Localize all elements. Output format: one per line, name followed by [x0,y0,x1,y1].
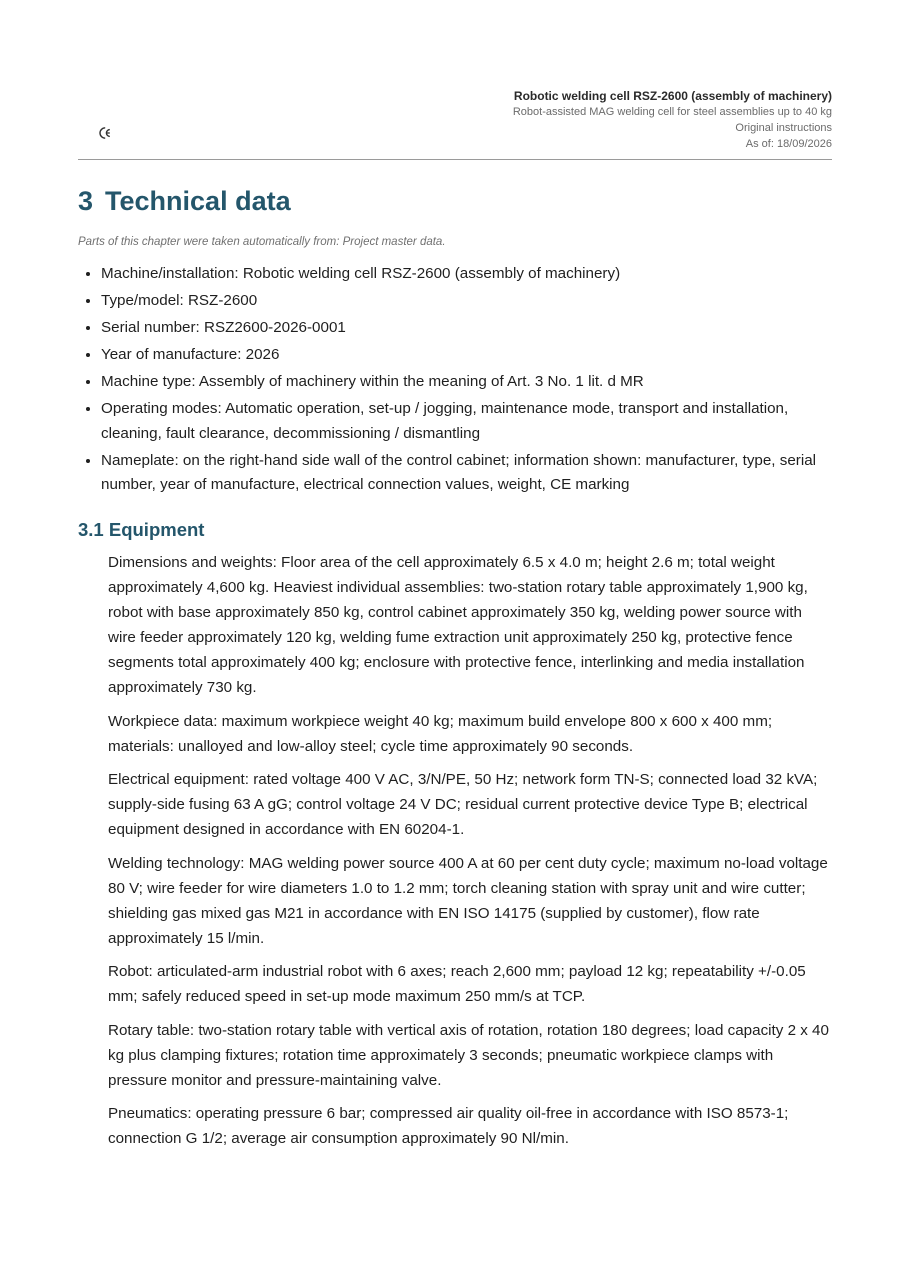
list-item: • Type/model: RSZ-2600 [101,289,832,314]
document-page [78,0,832,1147]
section-heading: 3.1 Equipment [78,519,205,540]
header-subtitle: Robot-assisted MAG welding cell for steel assemblies up to 40 kg [512,106,832,118]
list-item: • Serial number: RSZ2600-2026-0001 [101,316,832,341]
header-title: Robotic welding cell RSZ-2600 (assembly of machinery) [513,89,832,103]
paragraph-rotary-table: Rotary table: two-station rotary table with vertical axis of rotation, rotation 180 degrees; load capacity 2 x 40 kg plus clamping fixtures; rotation time approximately 3 seconds; pneumatic workpiece clamps with pressure monitor and pressure-maintaining valve. [108,1021,829,1089]
paragraph-welding: Welding technology: MAG welding power source 400 A at 60 per cent duty cycle; maximum no-load voltage 80 V; wire feeder for wire diameters 1.0 to 1.2 mm; torch cleaning station with spray unit and wire cutter; shielding gas mixed gas M21 in accordance with EN ISO 14175 (supplied by customer), flow rate approximately 15 l/min. [108,854,828,947]
equipment-section [108,550,832,1160]
paragraph-dimensions: Dimensions and weights: Floor area of the cell approximately 6.5 x 4.0 m; height 2.6 m; total weight approximately 4,600 kg. Heaviest individual assemblies: two-station rotary table approximately 1,900 kg, robot with base approximately 850 kg, control cabinet approximately 350 kg, welding power source with wire feeder approximately 120 kg, welding fume extraction unit approximately 250 kg, protective fence segments total approximately 400 kg; enclosure with protective fence, interlinking and media installation approximately 730 kg. [108,554,808,696]
list-item: • Operating modes: Automatic operation, set-up / jogging, maintenance mode, transport and installation, cleaning, fault clearance, decommissioning / dismantling [101,397,832,446]
list-item: • Machine type: Assembly of machinery within the meaning of Art. 3 No. 1 lit. d MR [101,370,832,395]
list-item: • Machine/installation: Robotic welding cell RSZ-2600 (assembly of machinery) [101,262,832,287]
list-item: • Nameplate: on the right-hand side wall of the control cabinet; information shown: manufacturer, type, serial number, year of manufacture, electrical connection values, weight, CE marking [101,449,832,498]
chapter-heading [78,185,291,217]
header-text-block [513,88,832,152]
chapter-note: Parts of this chapter were taken automatically from: Project master data. [78,236,446,248]
chapter-number: 3 [78,186,94,216]
ce-logo-icon [97,125,113,141]
chapter-title: Technical data [105,186,291,216]
header-date: As of: 18/09/2026 [745,138,832,150]
master-data-list [78,262,832,500]
paragraph-pneumatics: Pneumatics: operating pressure 6 bar; compressed air quality oil-free in accordance with ISO 8573-1; connection G 1/2; average air consumption approximately 90 Nl/min. [108,1105,789,1147]
paragraph-workpiece: Workpiece data: maximum workpiece weight 40 kg; maximum build envelope 800 x 600 x 400 mm; materials: unalloyed and low-alloy steel; cycle time approximately 90 seconds. [108,712,773,755]
paragraph-robot: Robot: articulated-arm industrial robot with 6 axes; reach 2,600 mm; payload 12 kg; repeatability +/-0.05 mm; safely reduced speed in set-up mode maximum 250 mm/s at TCP. [108,963,806,1005]
list-item: • Year of manufacture: 2026 [101,343,832,368]
page-header [78,0,832,160]
paragraph-electrical: Electrical equipment: rated voltage 400 V AC, 3/N/PE, 50 Hz; network form TN-S; connected load 32 kVA; supply-side fusing 63 A gG; control voltage 24 V DC; residual current protective device Type B; electrical equipment designed in accordance with EN 60204-1. [108,771,818,838]
header-doc-type: Original instructions [735,122,832,134]
